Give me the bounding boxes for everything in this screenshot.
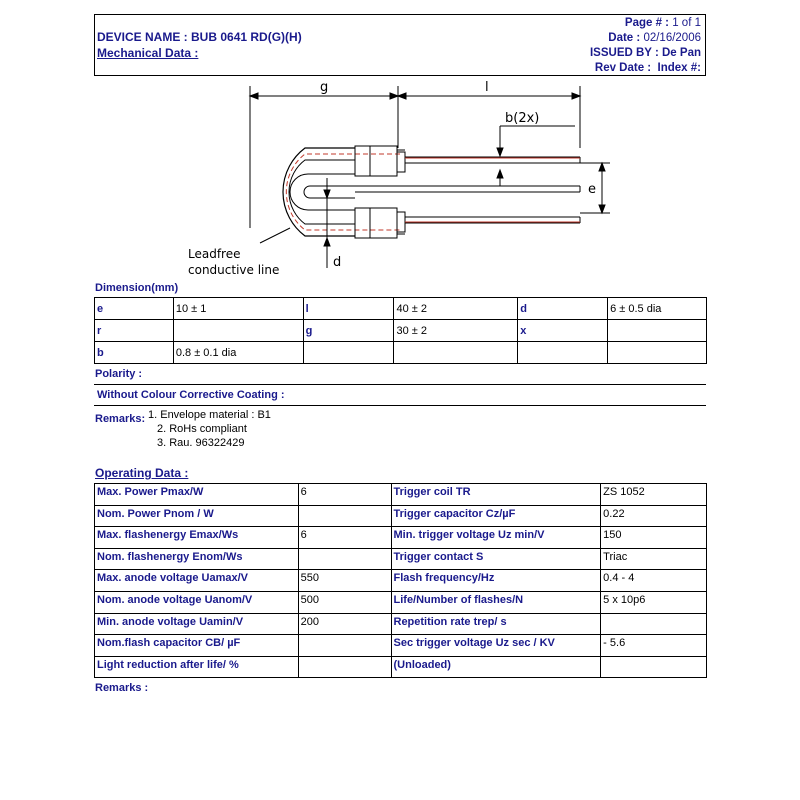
remark-line-2: 2. RoHs compliant — [157, 423, 247, 435]
operating-value: 150 — [601, 527, 707, 549]
operating-value — [298, 635, 391, 657]
operating-value: 6 — [298, 527, 391, 549]
date: Date : 02/16/2006 — [608, 32, 701, 44]
operating-key: Light reduction after life/ % — [95, 656, 299, 678]
operating-key: Flash frequency/Hz — [391, 570, 601, 592]
dimension-key — [518, 342, 608, 364]
operating-value: - 5.6 — [601, 635, 707, 657]
operating-value: 5 x 10p6 — [601, 591, 707, 613]
bottom-remarks-label: Remarks : — [95, 682, 149, 694]
label-e: e — [588, 182, 596, 197]
remarks-block — [95, 409, 145, 427]
remark-line-1: 1. Envelope material : B1 — [148, 409, 271, 421]
label-b: b(2x) — [505, 111, 540, 126]
label-l: l — [485, 80, 489, 95]
operating-key: Nom. Power Pnom / W — [95, 505, 299, 527]
dimension-key — [303, 342, 394, 364]
leadfree-label-1: Leadfree — [188, 247, 241, 261]
operating-data-title: Operating Data : — [95, 466, 189, 480]
operating-data-table — [94, 483, 707, 678]
operating-row — [95, 484, 707, 506]
coating-label: Without Colour Corrective Coating : — [97, 389, 285, 401]
operating-key: (Unloaded) — [391, 656, 601, 678]
dimension-key: b — [95, 342, 174, 364]
page-number: Page # : 1 of 1 — [624, 17, 701, 29]
divider — [94, 384, 706, 385]
operating-value — [298, 656, 391, 678]
label-g: g — [320, 80, 329, 95]
dimension-key: r — [95, 320, 174, 342]
dimension-key: e — [95, 298, 174, 320]
operating-key: Trigger capacitor Cz/µF — [391, 505, 601, 527]
leadfree-label-2: conductive line — [188, 263, 280, 277]
operating-row — [95, 505, 707, 527]
mechanical-drawing — [180, 78, 610, 278]
operating-value: 500 — [298, 591, 391, 613]
operating-key: Max. Power Pmax/W — [95, 484, 299, 506]
dimension-title: Dimension(mm) — [95, 282, 179, 294]
operating-key: Repetition rate trep/ s — [391, 613, 601, 635]
operating-key: Trigger coil TR — [391, 484, 601, 506]
dimension-row — [95, 320, 707, 342]
operating-key: Nom.flash capacitor CB/ µF — [95, 635, 299, 657]
operating-value: 0.22 — [601, 505, 707, 527]
operating-row — [95, 570, 707, 592]
operating-value — [298, 548, 391, 570]
dimension-key: g — [303, 320, 394, 342]
dimension-value — [394, 342, 518, 364]
operating-value: 550 — [298, 570, 391, 592]
operating-value — [601, 613, 707, 635]
divider — [94, 405, 706, 406]
dimension-value: 6 ± 0.5 dia — [608, 298, 707, 320]
operating-value: 200 — [298, 613, 391, 635]
operating-key: Nom. flashenergy Enom/Ws — [95, 548, 299, 570]
dimension-value: 10 ± 1 — [173, 298, 303, 320]
operating-key: Life/Number of flashes/N — [391, 591, 601, 613]
device-name: DEVICE NAME : BUB 0641 RD(G)(H) — [97, 30, 302, 44]
operating-value: 0.4 - 4 — [601, 570, 707, 592]
operating-row — [95, 591, 707, 613]
dimension-key: l — [303, 298, 394, 320]
operating-key: Nom. anode voltage Uanom/V — [95, 591, 299, 613]
dimension-value — [608, 342, 707, 364]
dimension-value: 30 ± 2 — [394, 320, 518, 342]
operating-value: 6 — [298, 484, 391, 506]
operating-key: Trigger contact S — [391, 548, 601, 570]
operating-row — [95, 656, 707, 678]
dimension-key: x — [518, 320, 608, 342]
operating-key: Max. anode voltage Uamax/V — [95, 570, 299, 592]
dimension-row — [95, 298, 707, 320]
operating-value: Triac — [601, 548, 707, 570]
operating-value — [601, 656, 707, 678]
operating-row — [95, 613, 707, 635]
remark-line-3: 3. Rau. 96322429 — [157, 437, 245, 449]
operating-key: Min. anode voltage Uamin/V — [95, 613, 299, 635]
operating-row — [95, 635, 707, 657]
dimension-value — [608, 320, 707, 342]
label-d: d — [333, 255, 342, 270]
operating-key: Sec trigger voltage Uz sec / KV — [391, 635, 601, 657]
operating-row — [95, 548, 707, 570]
polarity-label: Polarity : — [95, 368, 143, 380]
mechanical-data-title: Mechanical Data : — [97, 46, 199, 60]
dimension-key: d — [518, 298, 608, 320]
operating-value: ZS 1052 — [601, 484, 707, 506]
dimension-value: 0.8 ± 0.1 dia — [173, 342, 303, 364]
operating-value — [298, 505, 391, 527]
dimension-value — [173, 320, 303, 342]
dimension-table — [94, 297, 707, 364]
rev-date-index: Rev Date : Index #: — [594, 62, 701, 74]
operating-row — [95, 527, 707, 549]
header-box — [94, 14, 706, 76]
operating-key: Max. flashenergy Emax/Ws — [95, 527, 299, 549]
issued-by: ISSUED BY : De Pan — [589, 47, 701, 59]
dimension-row — [95, 342, 707, 364]
remarks-label: Remarks: — [95, 413, 146, 425]
operating-key: Min. trigger voltage Uz min/V — [391, 527, 601, 549]
dimension-value: 40 ± 2 — [394, 298, 518, 320]
